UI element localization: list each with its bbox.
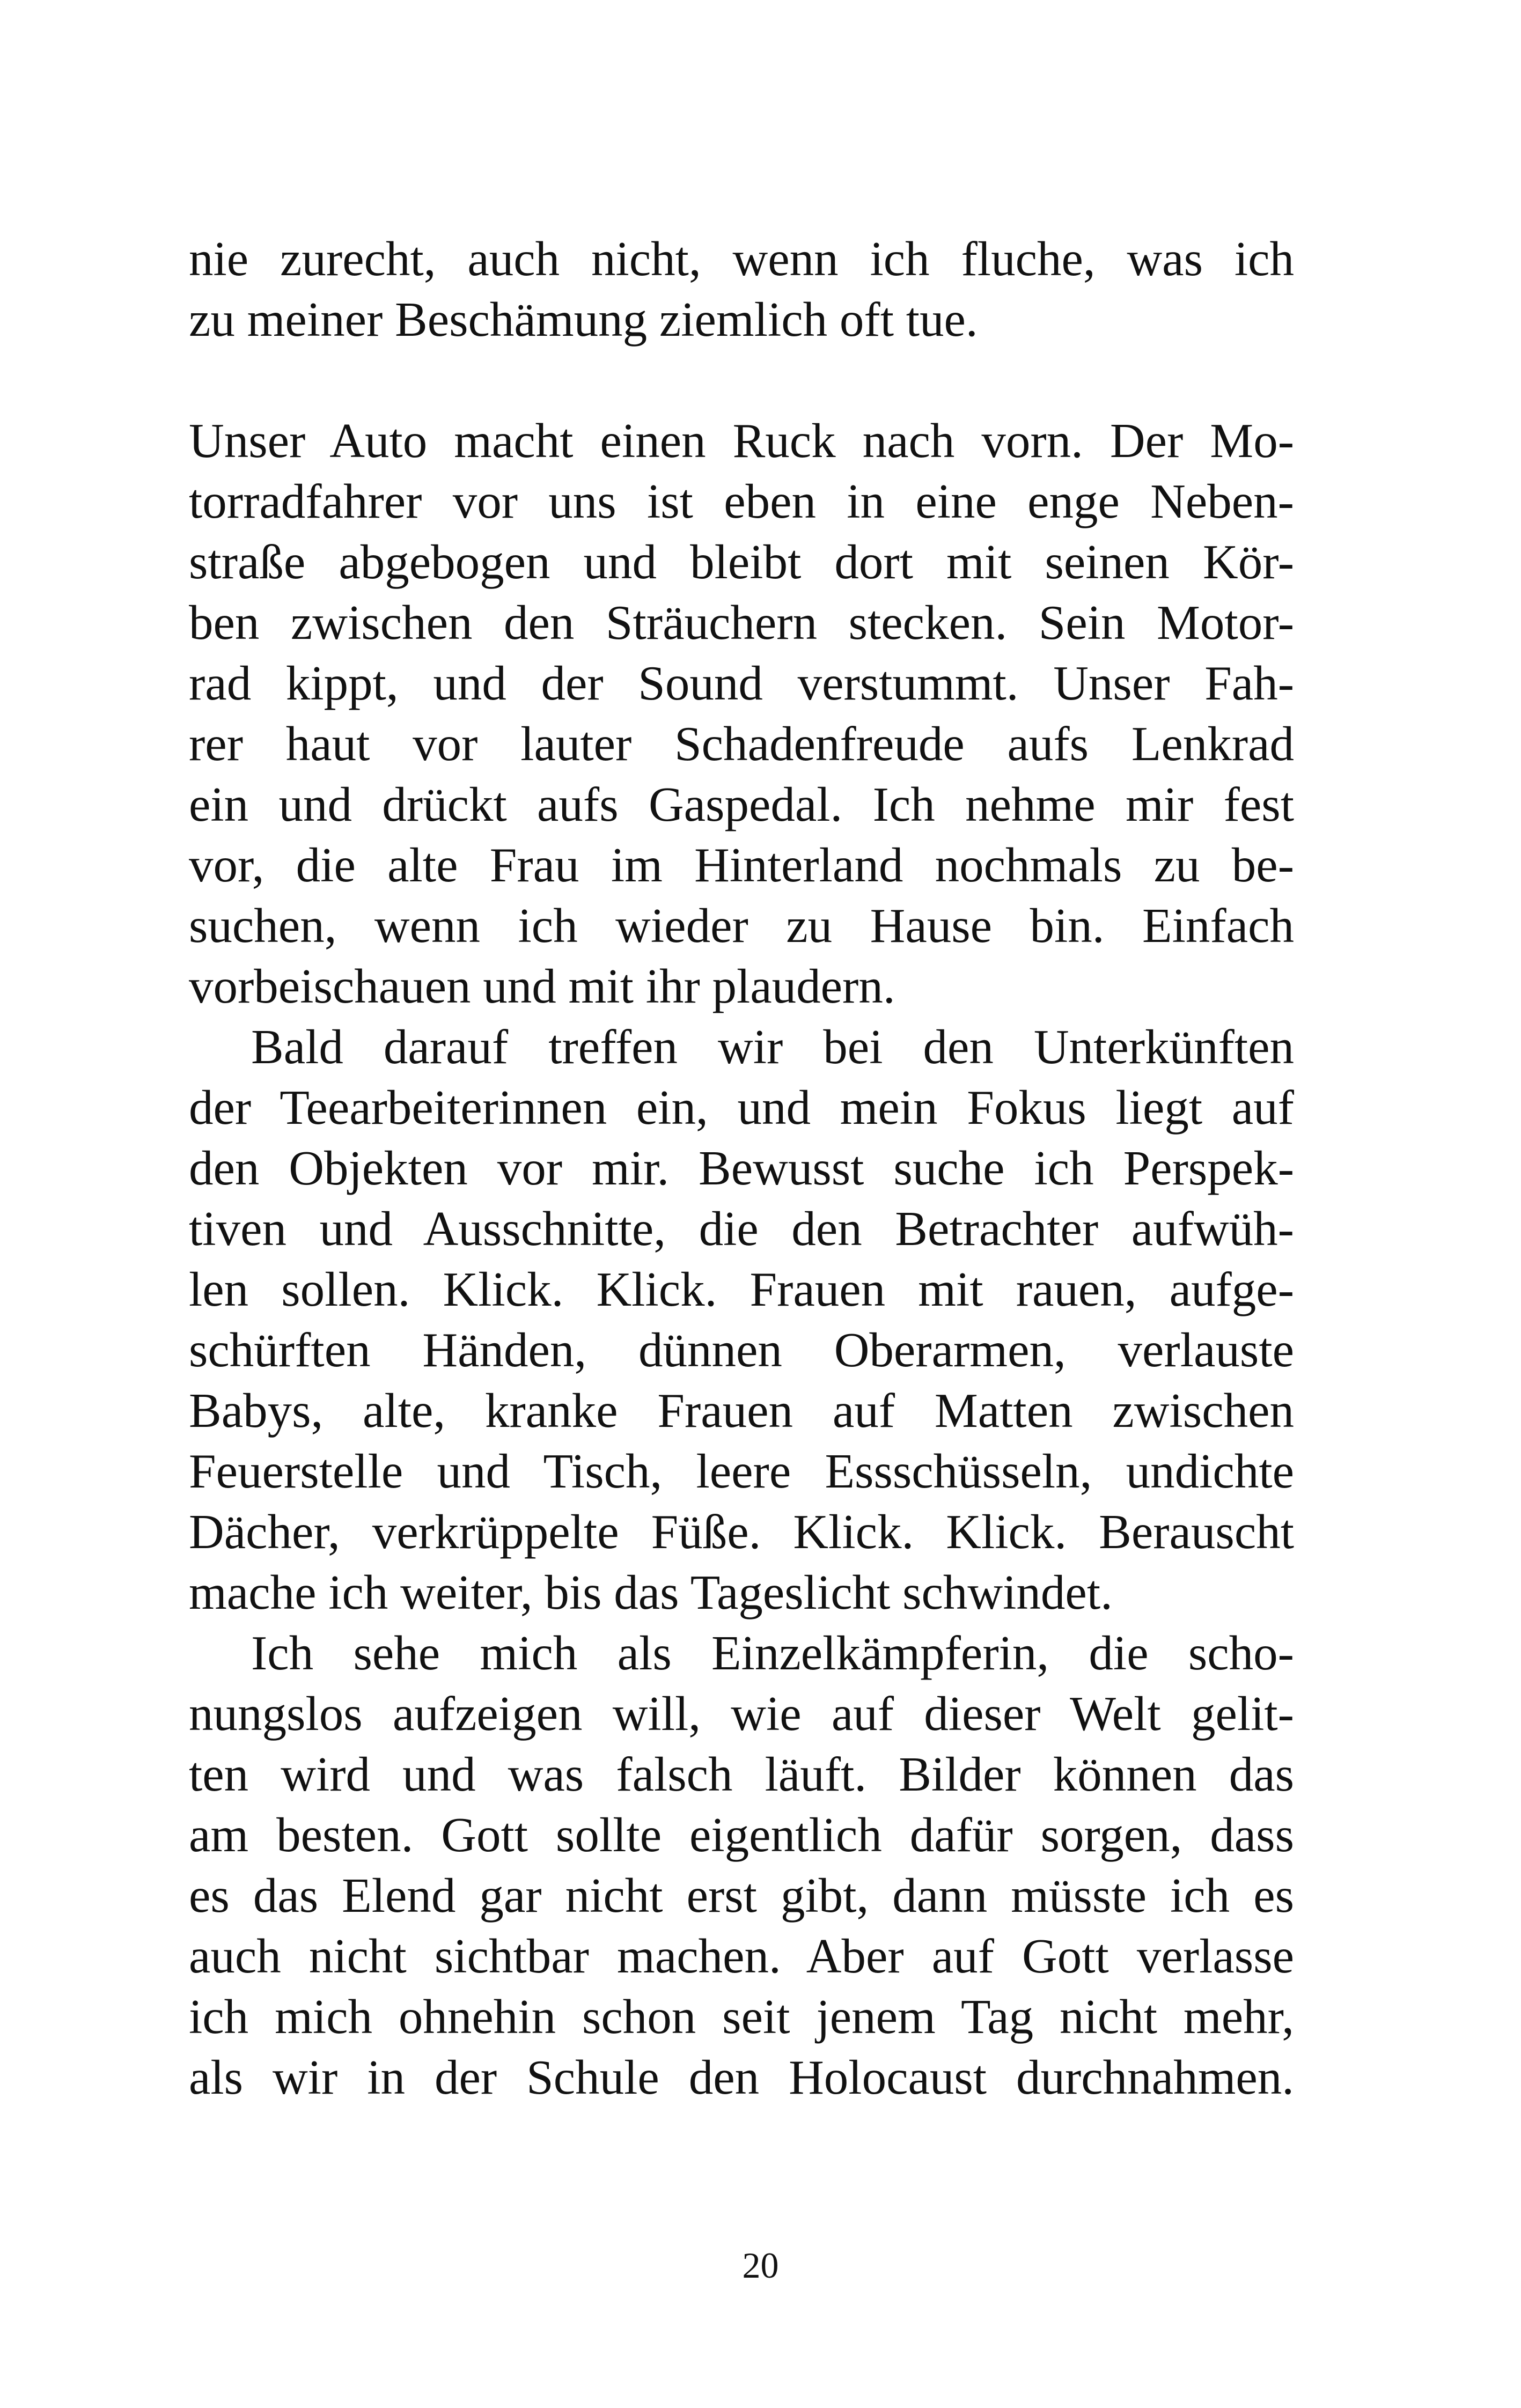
text-line: torradfahrer vor uns ist eben in eine enge Neben- xyxy=(189,474,1294,528)
text-line: der Teearbeiterinnen ein, und mein Fokus liegt auf xyxy=(189,1080,1294,1135)
text-line: ten wird und was falsch läuft. Bilder können das xyxy=(189,1747,1294,1801)
text-line: am besten. Gott sollte eigentlich dafür sorgen, dass xyxy=(189,1808,1294,1862)
text-line: vorbeischauen und mit ihr plaudern. xyxy=(189,959,895,1013)
text-line: es das Elend gar nicht erst gibt, dann müsste ich es xyxy=(189,1868,1294,1923)
text-line: Babys, alte, kranke Frauen auf Matten zwischen xyxy=(189,1383,1294,1438)
text-line: den Objekten vor mir. Bewusst suche ich Perspek- xyxy=(189,1141,1294,1195)
text-line: auch nicht sichtbar machen. Aber auf Gott verlasse xyxy=(189,1929,1294,1983)
text-line: Unser Auto macht einen Ruck nach vorn. Der Mo- xyxy=(189,414,1294,468)
text-line: ein und drückt aufs Gaspedal. Ich nehme mir fest xyxy=(189,777,1294,831)
text-line: ich mich ohnehin schon seit jenem Tag nicht mehr, xyxy=(189,1990,1294,2044)
text-line: len sollen. Klick. Klick. Frauen mit rauen, aufge- xyxy=(189,1262,1294,1316)
body-text xyxy=(189,229,1294,2108)
text-line: suchen, wenn ich wieder zu Hause bin. Einfach xyxy=(189,899,1294,953)
paragraph-gap xyxy=(189,350,1294,410)
text-line: schürften Händen, dünnen Oberarmen, verlauste xyxy=(189,1323,1294,1377)
text-line: vor, die alte Frau im Hinterland nochmals zu be- xyxy=(189,838,1294,892)
text-line: mache ich weiter, bis das Tageslicht schwindet. xyxy=(189,1565,1113,1619)
text-line: ben zwischen den Sträuchern stecken. Sein Motor- xyxy=(189,595,1294,650)
text-line: als wir in der Schule den Holocaust durchnahmen. xyxy=(189,2050,1294,2104)
text-line: Ich sehe mich als Einzelkämpferin, die scho- xyxy=(251,1626,1294,1680)
text-line: rer haut vor lauter Schadenfreude aufs Lenkrad xyxy=(189,717,1294,771)
text-line: tiven und Ausschnitte, die den Betrachter aufwüh- xyxy=(189,1202,1294,1256)
text-line: Dächer, verkrüppelte Füße. Klick. Klick. Berauscht xyxy=(189,1505,1294,1559)
text-line: nie zurecht, auch nicht, wenn ich fluche, was ich xyxy=(189,232,1294,286)
page-number: 20 xyxy=(742,2245,779,2286)
text-line: zu meiner Beschämung ziemlich oft tue. xyxy=(189,292,978,347)
text-line: Bald darauf treffen wir bei den Unterkünften xyxy=(251,1020,1294,1074)
text-line: rad kippt, und der Sound verstummt. Unser Fah- xyxy=(189,656,1294,710)
text-line: straße abgebogen und bleibt dort mit seinen Kör- xyxy=(189,535,1294,589)
text-line: Feuerstelle und Tisch, leere Essschüsseln, undichte xyxy=(189,1444,1294,1498)
text-line: nungslos aufzeigen will, wie auf dieser Welt gelit- xyxy=(189,1687,1294,1741)
